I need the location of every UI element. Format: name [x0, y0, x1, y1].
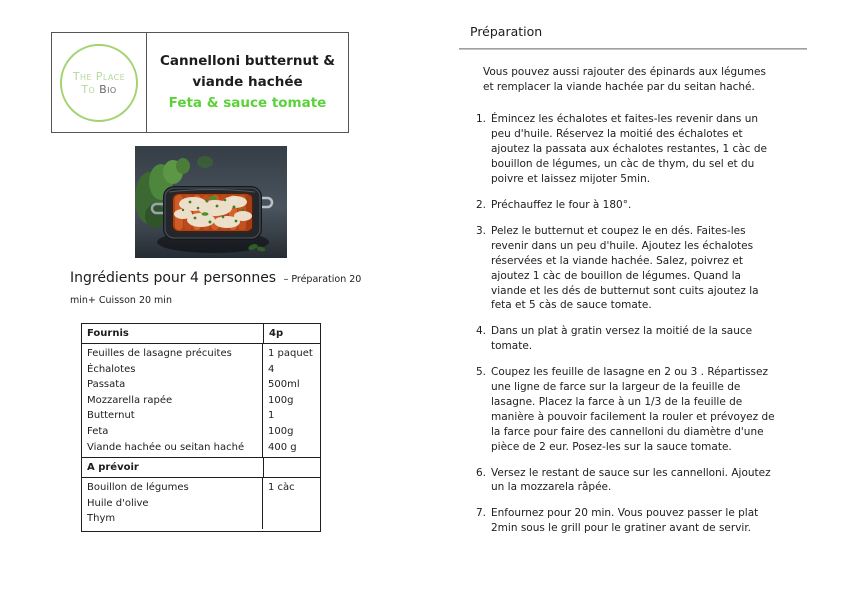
extra-names-column [82, 478, 263, 529]
table-cell-qty: 4 [268, 363, 275, 375]
logo-cell [52, 33, 147, 132]
table-cell-qty: 400 g [268, 441, 297, 453]
ingredients-heading-times: – Préparation 20 min+ Cuisson 20 min [70, 274, 362, 306]
extra-qty-column [263, 478, 320, 529]
table-row: Feuilles de lasagne précuites [87, 348, 232, 359]
table-header-row [82, 324, 320, 344]
prep-step [476, 198, 779, 213]
step-text: Émincez les échalotes et faites-les revenir dans un peu d'huile. Réservez la moitié des échalotes et ajoutez la passata aux échalotes restantes, 1 càc de bouillon de légumes, un càc de thym, du sel et du poivre et laissez mijoter 5min. [491, 113, 768, 186]
logo-text-to: To [81, 82, 96, 96]
preparation-intro: Vous pouvez aussi rajouter des épinards aux légumes et remplacer la viande hachée par du seitan haché. [483, 66, 766, 94]
table-row: Échalotes [87, 363, 136, 375]
table-header-name: Fournis [82, 324, 264, 343]
table-row: Feta [87, 425, 109, 437]
recipe-title-block [147, 33, 348, 132]
table-section2-header-qty [264, 458, 320, 477]
table-cell-qty: 100g [268, 394, 294, 406]
ingredient-qty-column [263, 344, 320, 457]
step-text: Coupez les feuille de lasagne en 2 ou 3 . Répartissez une ligne de farce sur la largeur de la feuille de lasagne. Placez la farce à un 1/3 de la feuille de manière à pouvoir facilement la rouler et prévoyez de la farce pour faire des cannelloni du diamètre d'une pièce de 2 eur. Posez-les sur la sauce tomate. [491, 366, 775, 453]
table-cell-qty [268, 496, 315, 512]
step-text: Pelez le butternut et coupez le en dés. Faites-les revenir dans un peu d'huile. Ajoutez les échalotes réservées et la viande hachée. Salez, poivrez et ajoutez 1 càc de bouillon de légumes. Quand la viande et les dés de butternut sont cuits ajoutez la feta et 5 càs de sauce tomate. [491, 224, 759, 312]
ingredients-table [81, 323, 321, 532]
step-number: 1. [476, 113, 487, 126]
step-number: 4. [476, 325, 487, 338]
recipe-title-line1: Cannelloni butternut & [159, 53, 335, 69]
preparation-section [459, 24, 807, 547]
step-number: 7. [476, 507, 487, 520]
preparation-steps [476, 112, 779, 536]
table-row: Mozzarella rapée [87, 394, 173, 406]
step-number: 2. [476, 198, 487, 211]
step-number: 3. [476, 224, 487, 237]
table-cell-qty: 1 càc [268, 482, 295, 494]
recipe-title-line2: viande hachée [192, 74, 303, 90]
prep-step [476, 112, 779, 187]
logo-text-line2 [81, 83, 116, 96]
table-row: Bouillon de légumes [87, 482, 189, 494]
heading-divider [459, 48, 807, 50]
recipe-header-card [51, 32, 349, 133]
table-row: Butternut [87, 410, 135, 422]
prep-step [476, 365, 779, 454]
step-text: Préchauffez le four à 180°. [491, 198, 632, 211]
table-extra-group [82, 478, 320, 531]
table-row: Thym [87, 513, 116, 525]
table-cell-qty: 1 [268, 410, 275, 422]
prep-step [476, 324, 779, 354]
dish-photo [135, 146, 287, 258]
table-header-qty: 4p [269, 328, 284, 339]
prep-step [476, 466, 779, 496]
table-section2-header-row [82, 458, 320, 478]
preparation-heading: Préparation [470, 24, 543, 39]
ingredients-heading-main: Ingrédients pour 4 personnes [70, 270, 277, 286]
logo-text-bio: Bio [99, 82, 117, 96]
table-cell-qty: 100g [268, 425, 294, 437]
step-number: 5. [476, 366, 487, 379]
table-cell-qty [268, 511, 315, 527]
step-text: Dans un plat à gratin versez la moitié de la sauce tomate. [491, 325, 753, 353]
table-row: Huile d'olive [87, 497, 149, 509]
step-text: Enfournez pour 20 min. Vous pouvez passer le plat 2min sous le grill pour le gratiner avant de servir. [491, 507, 759, 535]
step-number: 6. [476, 466, 487, 479]
table-cell-qty: 500ml [268, 379, 300, 391]
table-section2-header: A prévoir [82, 458, 264, 477]
prep-step [476, 506, 779, 536]
ingredients-heading [70, 268, 388, 310]
logo-text-line1: The Place [72, 69, 126, 83]
table-row: Viande hachée ou seitan haché [87, 441, 245, 453]
step-text: Versez le restant de sauce sur les cannelloni. Ajoutez un la mozzarela râpée. [491, 466, 771, 494]
brand-logo [60, 44, 138, 122]
table-row: Passata [87, 379, 126, 391]
table-main-group [82, 344, 320, 458]
recipe-subtitle: Feta & sauce tomate [168, 95, 327, 111]
table-cell-qty: 1 paquet [268, 348, 313, 359]
prep-step [476, 224, 779, 313]
ingredient-names-column [82, 344, 263, 457]
